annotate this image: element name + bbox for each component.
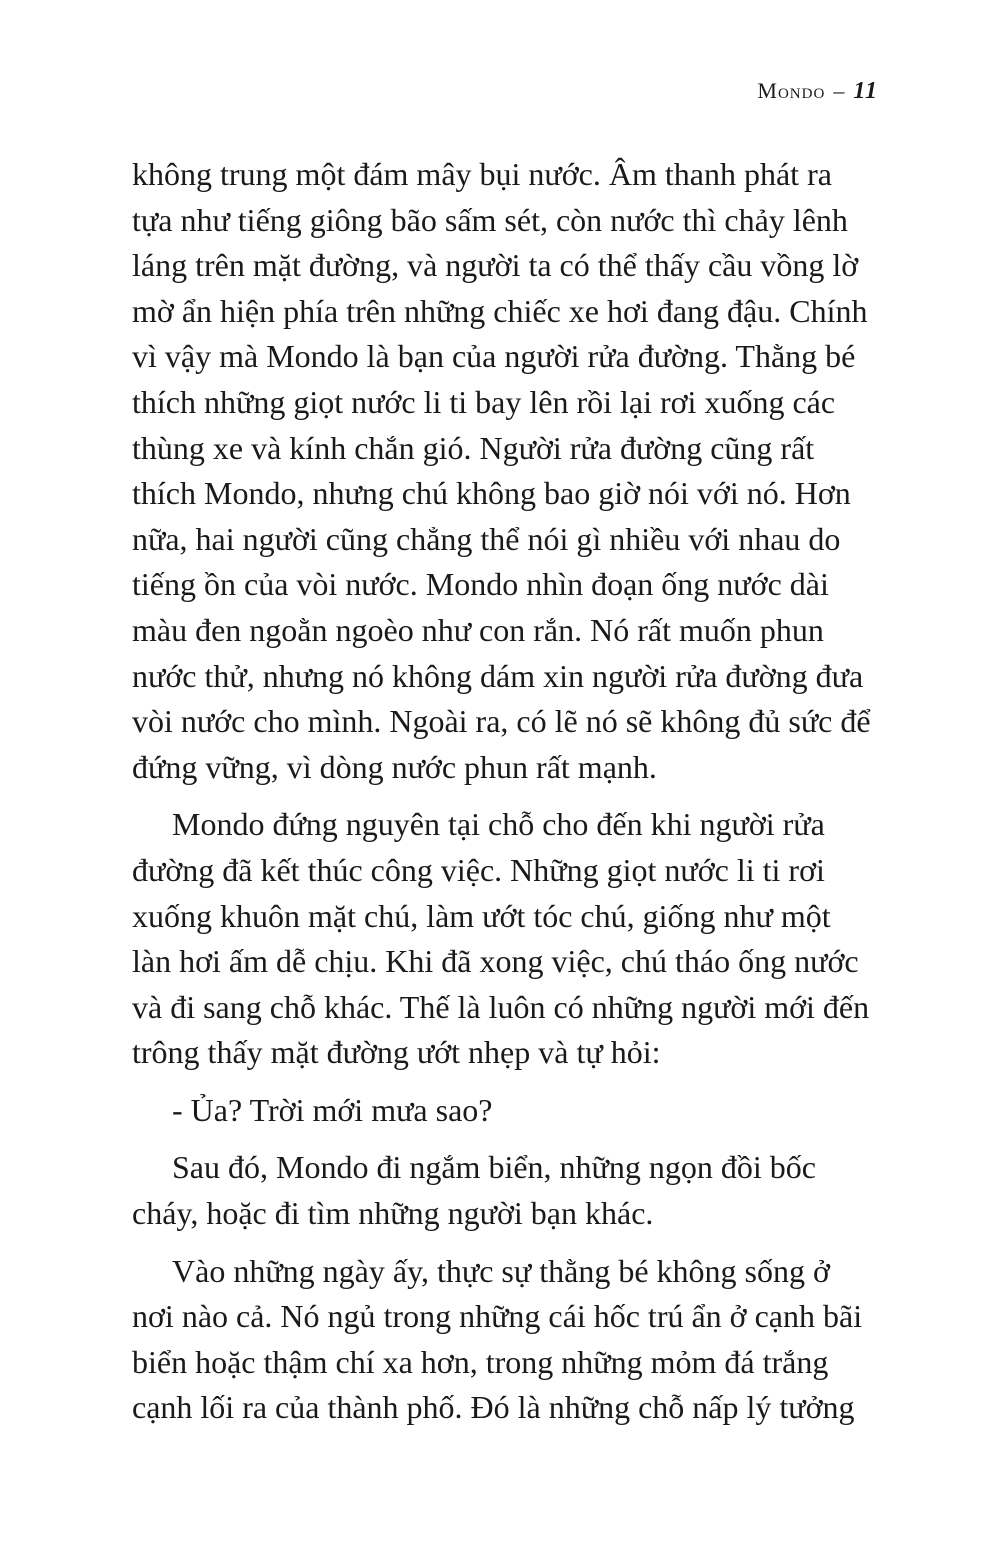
page-number: 11 [853,78,878,104]
text-line: Sau đó, Mondo đi ngắm biển, những ngọn đồi bốc [172,1149,816,1186]
text-line: đường đã kết thúc công việc. Những giọt nước li ti rơi [132,851,825,888]
text-line: thích Mondo, nhưng chú không bao giờ nói với nó. Hơn [132,475,851,512]
text-line: màu đen ngoằn ngoèo như con rắn. Nó rất muốn phun [132,611,824,648]
text-line: - Ủa? Trời mới mưa sao? [172,1091,493,1128]
text-line: mờ ẩn hiện phía trên những chiếc xe hơi đang đậu. Chính [132,292,868,329]
body-text [132,152,878,1443]
text-line: không trung một đám mây bụi nước. Âm thanh phát ra [132,156,832,192]
text-line: tiếng ồn của vòi nước. Mondo nhìn đoạn ống nước dài [132,566,829,603]
text-line: tựa như tiếng giông bão sấm sét, còn nước thì chảy lênh [132,201,848,238]
paragraph [132,1249,878,1431]
text-line: nước thử, nhưng nó không dám xin người rửa đường đưa [132,657,864,694]
paragraph-dialogue [132,1088,878,1134]
paragraph [132,152,878,790]
text-line: Mondo đứng nguyên tại chỗ cho đến khi người rửa [172,806,825,843]
text-line: đứng vững, vì dòng nước phun rất mạnh. [132,748,657,785]
text-line: nữa, hai người cũng chẳng thể nói gì nhiều với nhau do [132,520,841,557]
text-line: biển hoặc thậm chí xa hơn, trong những mỏm đá trắng [132,1343,829,1380]
text-line: trông thấy mặt đường ướt nhẹp và tự hỏi: [132,1034,661,1071]
text-line: vòi nước cho mình. Ngoài ra, có lẽ nó sẽ không đủ sức để [132,703,871,740]
text-line: thích những giọt nước li ti bay lên rồi lại rơi xuống các [132,383,836,420]
text-line: nơi nào cả. Nó ngủ trong những cái hốc trú ẩn ở cạnh bãi [132,1298,863,1335]
text-line: cháy, hoặc đi tìm những người bạn khác. [132,1195,654,1232]
paragraph [132,1145,878,1236]
text-line: Vào những ngày ấy, thực sự thằng bé không sống ở [172,1252,830,1289]
paragraph [132,802,878,1076]
text-line: cạnh lối ra của thành phố. Đó là những chỗ nấp lý tưởng [132,1389,855,1426]
text-line: thùng xe và kính chắn gió. Người rửa đường cũng rất [132,429,815,466]
text-line: và đi sang chỗ khác. Thế là luôn có những người mới đến [132,988,870,1025]
text-line: làn hơi ấm dễ chịu. Khi đã xong việc, chú tháo ống nước [132,943,859,980]
text-line: vì vậy mà Mondo là bạn của người rửa đường. Thằng bé [132,338,856,375]
text-line: láng trên mặt đường, và người ta có thể thấy cầu vồng lờ [132,247,859,284]
running-header-title: Mondo [757,78,826,103]
running-header [757,78,878,105]
running-header-separator: – [833,78,846,103]
text-line: xuống khuôn mặt chú, làm ướt tóc chú, giống như một [132,897,831,934]
